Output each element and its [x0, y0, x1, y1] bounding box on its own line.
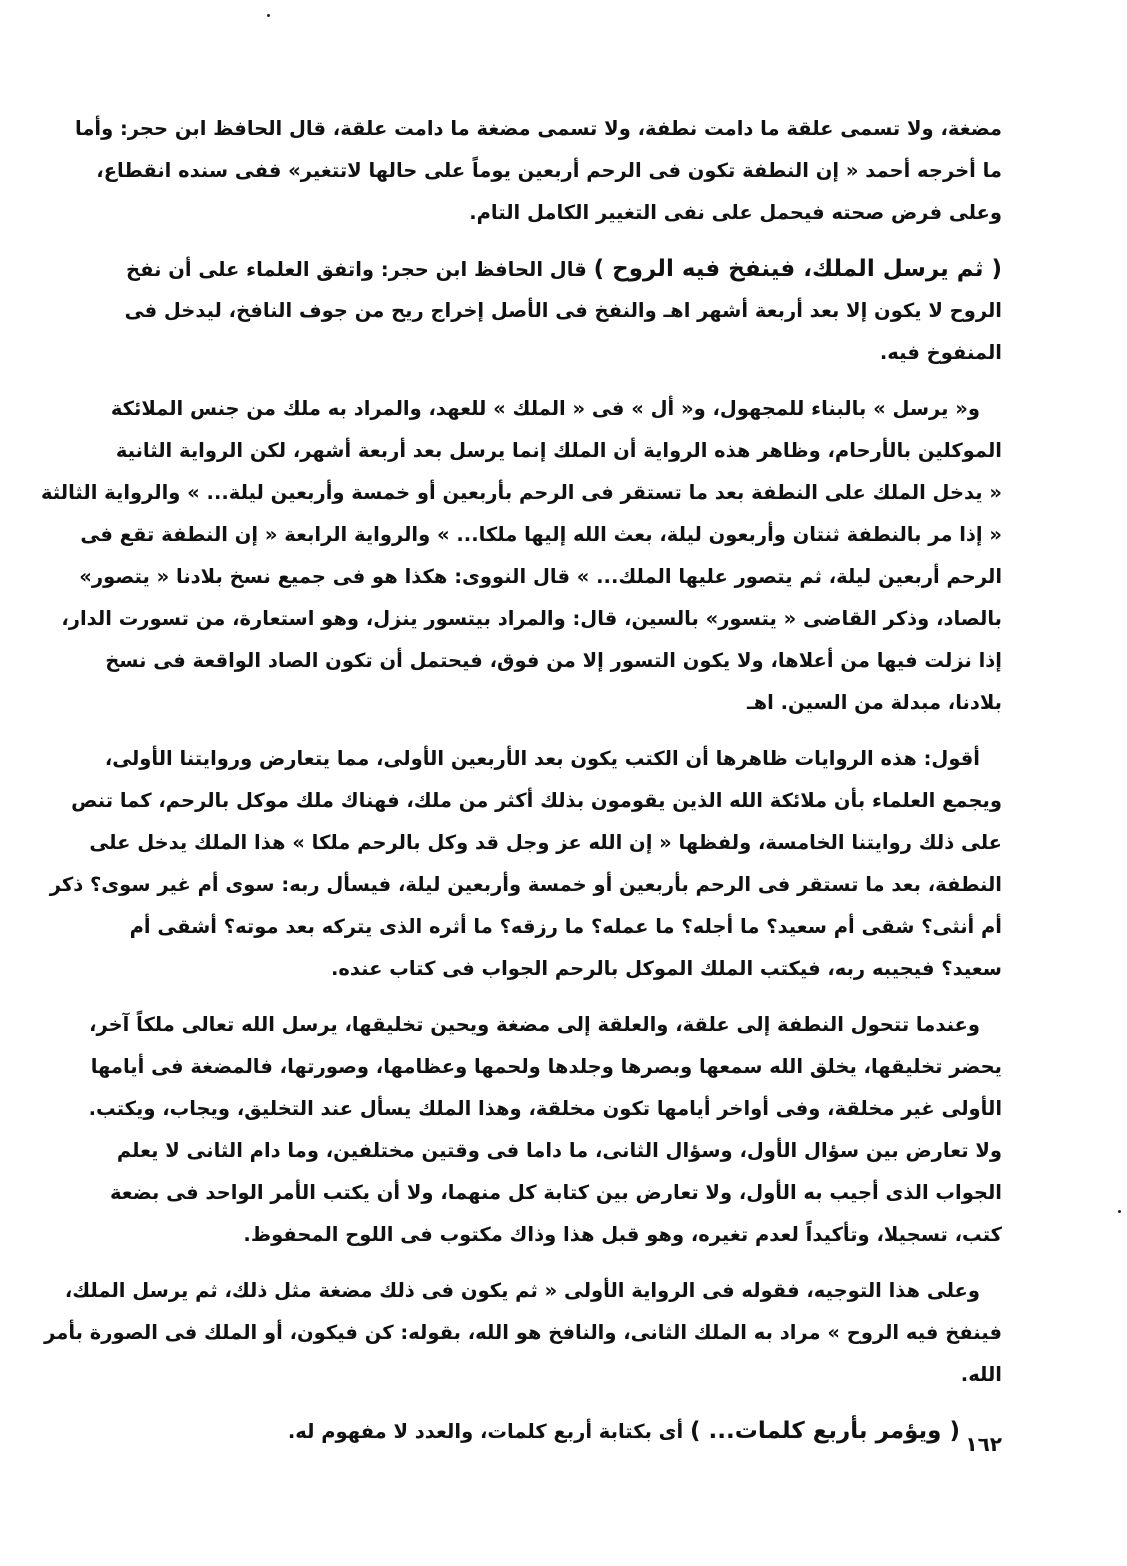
line-text: وعلى هذا التوجيه، فقوله فى الرواية الأولى « ثم يكون فى ذلك مضغة مثل ذلك، ثم يرسل الملك، [64, 1279, 980, 1302]
paragraph [140, 1410, 1002, 1452]
paragraph [75, 108, 1002, 234]
text-line [124, 290, 1002, 332]
text-line [105, 640, 1002, 682]
page-number: ١٦٢ [965, 1432, 1002, 1456]
line-text: المنفوخ فيه. [879, 341, 1002, 364]
line-text: فينفخ فيه الروح » مراد به الملك الثانى، والنافخ هو الله، بقوله: كن فيكون، أو الملك فى الصورة بأمر [44, 1321, 1002, 1344]
line-text: ويجمع العلماء بأن ملائكة الله الذين يقومون بذلك أكثر من ملك، فهناك ملك موكل بالرحم، كما تنص [71, 789, 1002, 812]
paragraph [49, 738, 1002, 990]
text-line [90, 1046, 1002, 1088]
text-line [61, 598, 1002, 640]
line-text: مضغة، ولا تسمى علقة ما دامت نطفة، ولا تسمى مضغة ما دامت علقة، قال الحافظ ابن حجر: وأما [75, 117, 1002, 140]
line-text: « إذا مر بالنطفة ثنتان وأربعون ليلة، بعث الله إليها ملكا... » والرواية الرابعة « إن النطفة تقع فى [80, 523, 1002, 546]
text-line [129, 906, 1002, 948]
text-line [116, 1130, 1002, 1172]
paragraph [88, 1004, 1002, 1256]
line-text: أم أنثى؟ شقى أم سعيد؟ ما أجله؟ ما عمله؟ ما رزقه؟ ما أثره الذى يتركه بعد موته؟ أشقى أم [129, 915, 1002, 938]
line-text: سعيد؟ فيجيبه ربه، فيكتب الملك الموكل بالرحم الجواب فى كتاب عنده. [330, 957, 1002, 980]
line-text: الموكلين بالأرحام، وظاهر هذه الرواية أن الملك إنما يرسل بعد أربعة أشهر، لكن الرواية الثانية [115, 439, 1002, 462]
scan-speck [1118, 1210, 1121, 1213]
text-line [109, 1172, 1002, 1214]
line-text: أقول: هذه الروايات ظاهرها أن الكتب يكون بعد الأربعين الأولى، مما يتعارض وروايتنا الأولى، [104, 747, 980, 770]
text-line [75, 108, 1002, 150]
line-text: الروح لا يكون إلا بعد أربعة أشهر اهـ والنفخ فى الأصل إخراج ريح من جوف النافخ، ليدخل فى [124, 299, 1002, 322]
text-line [126, 248, 1002, 290]
line-text: بلادنا، مبدلة من السين. اهـ [746, 691, 1002, 714]
text-line [49, 864, 1002, 906]
text-line [40, 472, 1002, 514]
line-text: ما أخرجه أحمد « إن النطفة تكون فى الرحم أربعين يوماً على حالها لاتتغير» ففى سنده انقطاع، [96, 159, 1002, 182]
line-text: إذا نزلت فيها من أعلاها، ولا يكون التسور إلا من فوق، فيحتمل أن تكون الصاد الواقعة فى نسخ [105, 649, 1002, 672]
text-line [110, 388, 1002, 430]
line-text: ولا تعارض بين سؤال الأول، وسؤال الثانى، ما داما فى وقتين مختلفين، وما دام الثانى لا يعلم [116, 1139, 1002, 1162]
text-line [140, 332, 1002, 374]
text-line [89, 822, 1002, 864]
text-line [71, 780, 1002, 822]
line-text: وعندما تتحول النطفة إلى علقة، والعلقة إلى مضغة ويحين تخليقها، يرسل الله تعالى ملكاً آخر، [89, 1013, 980, 1036]
line-text: قال الحافظ ابن حجر: واتفق العلماء على أن نفخ [126, 258, 594, 281]
text-line [140, 1354, 1002, 1396]
line-text: بالصاد، وذكر القاضى « يتسور» بالسين، قال: والمراد بيتسور ينزل، وهو استعارة، من تسورت الدار، [61, 607, 1002, 630]
line-text: أى بكتابة أربع كلمات، والعدد لا مفهوم له. [287, 1420, 691, 1443]
line-text: الأولى غير مخلقة، وفى أواخر أيامها تكون مخلقة، وهذا الملك يسأل عند التخليق، ويجاب، ويكتب. [88, 1097, 1002, 1120]
line-text: « يدخل الملك على النطفة بعد ما تستقر فى الرحم بأربعين أو خمسة وأربعين ليلة... » والرواية الثالثة [40, 481, 1002, 504]
paragraph [124, 248, 1002, 374]
hadith-quote-heading: ( ويؤمر بأربع كلمات... ) [690, 1418, 960, 1444]
page-body [40, 108, 1002, 1466]
text-line [96, 150, 1002, 192]
text-line [140, 1214, 1002, 1256]
text-line [140, 192, 1002, 234]
text-line [140, 948, 1002, 990]
text-line [80, 514, 1002, 556]
text-line [115, 430, 1002, 472]
text-line [64, 1270, 1002, 1312]
line-text: و« يرسل » بالبناء للمجهول، و« أل » فى « الملك » للعهد، والمراد به ملك من جنس الملائكة [110, 397, 980, 420]
text-line [140, 1410, 1002, 1452]
text-line [104, 738, 1002, 780]
paragraph [40, 388, 1002, 724]
scan-speck [267, 14, 270, 17]
line-text: على ذلك روايتنا الخامسة، ولفظها « إن الله عز وجل قد وكل بالرحم ملكا » هذا الملك يدخل على [89, 831, 1002, 854]
line-text: الله. [960, 1363, 1002, 1386]
line-text: الجواب الذى أجيب به الأول، ولا تعارض بين كتابة كل منهما، ولا أن يكتب الأمر الواحد فى بضعة [109, 1181, 1002, 1204]
text-line [44, 1312, 1002, 1354]
paragraph [44, 1270, 1002, 1396]
line-text: كتب، تسجيلا، وتأكيداً لعدم تغيره، وهو قبل هذا وذاك مكتوب فى اللوح المحفوظ. [243, 1223, 1002, 1246]
text-line [88, 1088, 1002, 1130]
text-line [89, 1004, 1002, 1046]
hadith-quote-heading: ( ثم يرسل الملك، فينفخ فيه الروح ) [593, 256, 1002, 282]
line-text: الرحم أربعين ليلة، ثم يتصور عليها الملك... » قال النووى: هكذا هو فى جميع نسخ بلادنا « يتصور» [79, 565, 1002, 588]
line-text: النطفة، بعد ما تستقر فى الرحم بأربعين أو خمسة وأربعين ليلة، فيسأل ربه: سوى أم غير سوى؟ ذكر [49, 873, 1002, 896]
line-text: وعلى فرض صحته فيحمل على نفى التغيير الكامل التام. [469, 201, 1002, 224]
text-line [140, 682, 1002, 724]
line-text: يحضر تخليقها، يخلق الله سمعها وبصرها وجلدها ولحمها وعظامها، وصورتها، فالمضغة فى أيامها [90, 1055, 1002, 1078]
text-line [79, 556, 1002, 598]
